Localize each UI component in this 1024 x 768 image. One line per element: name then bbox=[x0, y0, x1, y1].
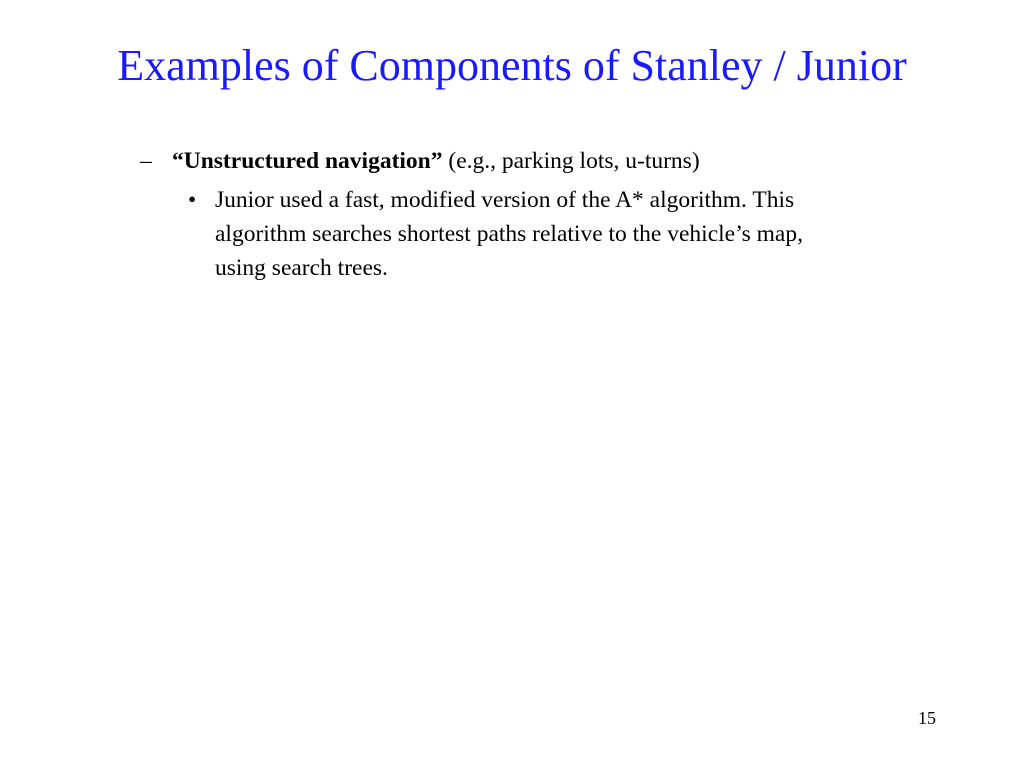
sub-bullet-line: algorithm searches shortest paths relative to the vehicle’s map, bbox=[215, 221, 803, 247]
bullet-plain-text: (e.g., parking lots, u-turns) bbox=[442, 148, 700, 174]
dash-bullet-marker: – bbox=[140, 148, 152, 174]
bullet-text bbox=[172, 144, 700, 178]
bullet-bold-text: “Unstructured navigation” bbox=[172, 148, 443, 174]
dot-bullet-marker: • bbox=[188, 187, 197, 213]
sub-bullet-line: using search trees. bbox=[215, 255, 388, 281]
slide-title: Examples of Components of Stanley / Junior bbox=[117, 41, 907, 90]
page-number: 15 bbox=[918, 708, 936, 728]
sub-bullet-line: Junior used a fast, modified version of the A* algorithm. This bbox=[215, 187, 795, 213]
